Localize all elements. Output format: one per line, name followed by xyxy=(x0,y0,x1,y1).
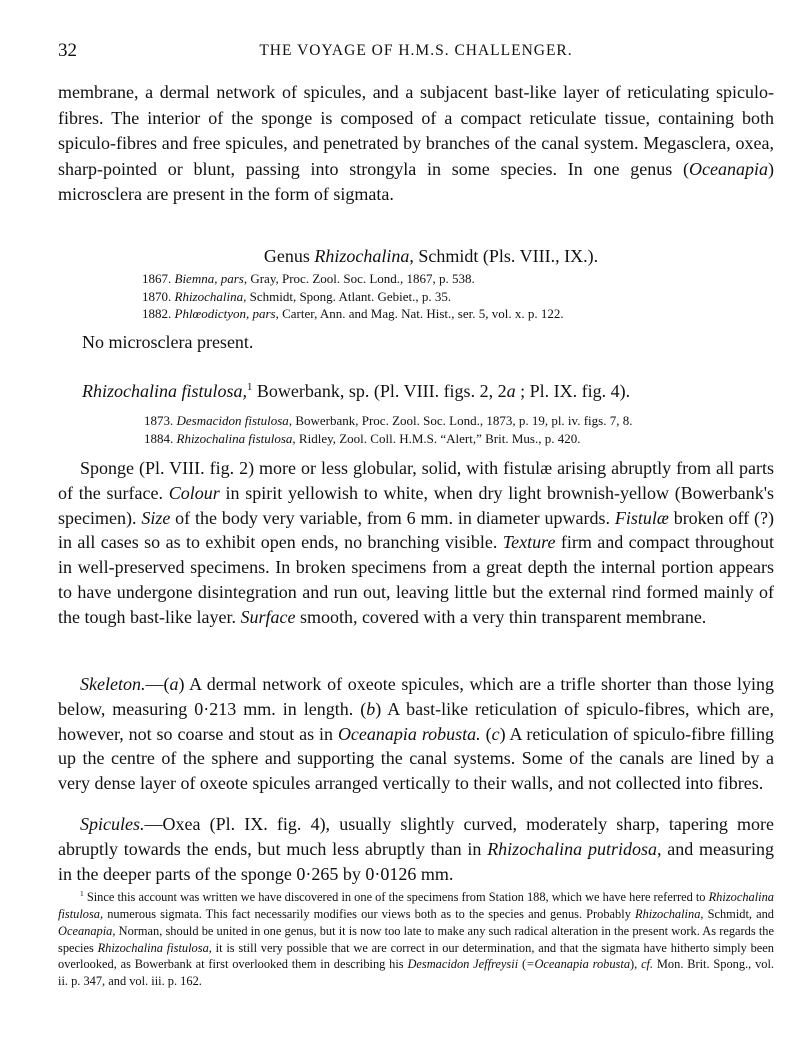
footnote-text: Norman, should be united in one genus, but it is now too late to make any such radical alteration in the present work. As regards the species xyxy=(58,923,774,955)
spicules-text: —Oxea (Pl. IX. fig. 4), usually slightly curved, moderately sharp, tapering more abruptly towards the ends, but much less abruptly than in xyxy=(58,814,774,859)
species-heading xyxy=(82,381,630,402)
species-citation: Bowerbank, sp. (Pl. VIII. figs. 2, 2 xyxy=(252,381,507,401)
genus-suffix: , Schmidt (Pls. VIII., IX.). xyxy=(409,246,599,266)
species-name: Rhizochalina fistulosa, xyxy=(82,381,248,401)
item-letter: b xyxy=(366,698,376,719)
description-text: firm and compact throughout in well-preserved specimens. In broken specimens from a great depth the internal portion appears to have undergone disintegration and run out, leaving little but the external rind formed mainly of the tough bast-like layer. xyxy=(58,532,774,627)
synonym-year: 1884. xyxy=(144,430,174,446)
synonym-name: Phlœodictyon, pars xyxy=(174,306,276,321)
page-header xyxy=(58,40,774,64)
synonym-line xyxy=(144,430,764,448)
item-letter: a xyxy=(169,674,179,694)
synonym-citation: , Schmidt, Spong. Atlant. Gebiet., p. 35. xyxy=(243,288,452,304)
item-letter: c xyxy=(491,723,500,744)
skeleton-text: ) A bast-like reticulation of spiculo-fibres, which are, however, not so coarse and stout as in xyxy=(58,698,774,744)
running-head: THE VOYAGE OF H.M.S. CHALLENGER. xyxy=(259,42,573,59)
species-synonymy xyxy=(144,412,764,447)
intro-paragraph xyxy=(58,80,774,208)
footnote-italic: Rhizochalina, xyxy=(635,906,704,921)
term-size: Size xyxy=(141,507,171,528)
genus-heading xyxy=(58,246,774,267)
skeleton-text: ) A reticulation of spiculo-fibre filling up the centre of the sphere and supporting the canal systems. Some of the canals are lined by a very dense layer of oxeote spicules arranged vertically to their walls, and not collected into fibres. xyxy=(58,723,775,794)
skeleton-text: —( xyxy=(145,674,170,694)
synonym-name: Rhizochalina xyxy=(174,288,244,304)
footnote-text: numerous sigmata. This fact necessarily modifies our views both as to the species and genus. Probably xyxy=(103,906,635,921)
intro-text-1: membrane, a dermal network of spicules, and a subjacent bast-like layer of reticulating spiculo-fibres. The interior of the sponge is composed of a compact reticulate tissue, containing both spiculo-fibres and free spicules, and penetrated by branches of the canal system. Megasclera, oxea, sharp-pointed or blunt, passing into strongyla in some species. In one genus ( xyxy=(58,82,774,179)
footnote-italic: Desmacidon Jeffreysii xyxy=(407,957,519,972)
species-citation-end: ; Pl. IX. fig. 4). xyxy=(515,381,631,401)
synonym-citation: , Bowerbank, Proc. Zool. Soc. Lond., 1873, p. 19, pl. iv. figs. 7, 8. xyxy=(288,413,633,428)
page-number: 32 xyxy=(58,40,77,61)
synonym-year: 1882. xyxy=(142,306,172,321)
synonym-citation: , Ridley, Zool. Coll. H.M.S. “Alert,” Brit. Mus., p. 420. xyxy=(292,430,581,446)
species-fig-letter: a xyxy=(506,381,516,401)
synonym-year: 1870. xyxy=(142,288,172,304)
footnote-text: Since this account was written we have discovered in one of the specimens from Station 188, which we have here referred to xyxy=(83,890,709,905)
genus-name: Rhizochalina xyxy=(314,246,410,266)
footnote-text: ), xyxy=(630,957,642,972)
skeleton-paragraph xyxy=(58,672,774,796)
synonym-line xyxy=(142,270,762,288)
footnote-mark: 1 xyxy=(80,889,84,898)
synonym-citation: , Gray, Proc. Zool. Soc. Lond., 1867, p. 538. xyxy=(243,271,475,286)
footnote-text: it is still very possible that we are correct in our determination, and that the sigmata have hitherto simply been overlooked, as Bowerbank at first overlooked them in describing his xyxy=(58,940,774,972)
synonym-year: 1873. xyxy=(144,413,174,428)
description-text: in spirit yellowish to white, when dry light brownish-yellow (Bowerbank's specimen). xyxy=(58,482,774,528)
description-text: Sponge (Pl. VIII. fig. 2) more or less globular, solid, with fistulæ arising abruptly from all parts of the surface. xyxy=(58,458,774,503)
spicules-paragraph xyxy=(58,812,774,886)
description-text: of the body very variable, from 6 mm. in diameter upwards. xyxy=(170,507,615,528)
footnote-italic: =Oceanapia robusta xyxy=(526,957,631,972)
synonym-name: Desmacidon fistulosa xyxy=(176,413,289,428)
skeleton-text: ) A dermal network of oxeote spicules, which are a trifle shorter than those lying below, measuring 0·213 mm. in length. ( xyxy=(58,674,774,719)
footnote-italic: cf. xyxy=(641,957,654,972)
genus-prefix: Genus xyxy=(263,246,315,266)
genus-synonymy xyxy=(142,270,762,323)
synonym-name: Biemna, pars xyxy=(174,271,244,286)
footnote xyxy=(58,886,774,990)
species-reference: Oceanapia robusta. xyxy=(337,723,481,744)
term-spicules: Spicules. xyxy=(80,814,145,834)
species-reference: Rhizochalina putridosa, xyxy=(487,838,662,859)
term-fistulae: Fistulæ xyxy=(614,507,669,528)
skeleton-text: ( xyxy=(480,723,492,744)
spicules-text: and measuring in the deeper parts of the sponge 0·265 by 0·0126 mm. xyxy=(58,838,774,884)
description-paragraph xyxy=(58,456,774,630)
synonym-line xyxy=(142,305,762,323)
footnote-text: Schmidt, and xyxy=(703,906,774,921)
intro-genus-oceanapia: Oceanapia xyxy=(689,158,768,179)
synonym-year: 1867. xyxy=(142,271,172,286)
term-surface: Surface xyxy=(240,606,296,627)
synonym-name: Rhizochalina fistulosa xyxy=(176,430,293,446)
term-colour: Colour xyxy=(168,482,220,503)
term-skeleton: Skeleton. xyxy=(80,674,146,694)
genus-note: No microsclera present. xyxy=(82,332,254,352)
synonym-citation: , Carter, Ann. and Mag. Nat. Hist., ser. 5, vol. x. p. 122. xyxy=(275,306,564,321)
description-text: smooth, covered with a very thin transparent membrane. xyxy=(295,606,707,627)
term-texture: Texture xyxy=(502,532,556,553)
description-text: broken off (?) in all cases so as to exhibit open ends, no branching visible. xyxy=(58,507,774,553)
synonym-line xyxy=(142,288,762,306)
footnote-mark: 1 xyxy=(247,381,253,393)
footnote-italic: Oceanapia, xyxy=(58,923,116,938)
footnote-italic: Rhizochalina fistulosa, xyxy=(97,940,212,955)
footnote-italic: Rhizochalina fistulosa, xyxy=(58,890,774,921)
intro-text-3: ) microsclera are present in the form of sigmata. xyxy=(58,158,774,204)
footnote-text: Mon. Brit. Spong., vol. ii. p. 347, and vol. iii. p. 162. xyxy=(58,957,774,989)
synonym-line xyxy=(144,412,764,430)
footnote-text: ( xyxy=(518,957,527,972)
